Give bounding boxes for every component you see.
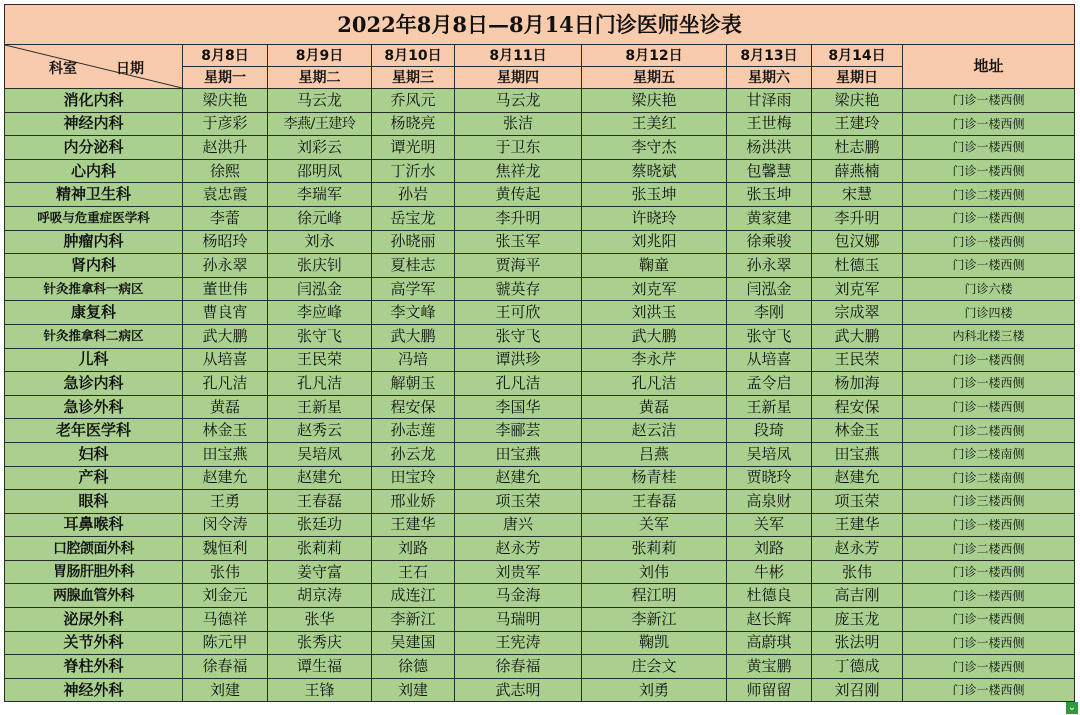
address-cell: 门诊一楼西侧 — [903, 560, 1075, 584]
table-row — [5, 537, 1075, 561]
address-cell: 门诊一楼西侧 — [903, 678, 1075, 702]
dept-cell: 针灸推拿科一病区 — [5, 277, 183, 301]
doctor-cell: 冯培 — [372, 348, 455, 372]
doctor-cell: 孙晓丽 — [372, 230, 455, 254]
doctor-cell: 陈元甲 — [183, 631, 268, 655]
dept-cell: 耳鼻喉科 — [5, 513, 183, 537]
header-address: 地址 — [903, 45, 1075, 89]
doctor-cell: 李永芹 — [582, 348, 727, 372]
doctor-cell: 马德祥 — [183, 608, 268, 632]
doctor-cell: 武志明 — [455, 678, 582, 702]
doctor-cell: 高蔚琪 — [727, 631, 812, 655]
dept-cell: 关节外科 — [5, 631, 183, 655]
doctor-cell: 刘克军 — [582, 277, 727, 301]
doctor-cell: 杨加海 — [812, 372, 903, 396]
doctor-cell: 许晓玲 — [582, 206, 727, 230]
doctor-cell: 牛彬 — [727, 560, 812, 584]
doctor-cell: 李郦芸 — [455, 419, 582, 443]
doctor-cell: 贾海平 — [455, 254, 582, 278]
doctor-cell: 赵永芳 — [812, 537, 903, 561]
doctor-cell: 曹良宵 — [183, 301, 268, 325]
table-row — [5, 372, 1075, 396]
dept-cell: 肾内科 — [5, 254, 183, 278]
doctor-cell: 王建华 — [812, 513, 903, 537]
doctor-cell: 刘贵军 — [455, 560, 582, 584]
address-cell: 门诊一楼西侧 — [903, 254, 1075, 278]
doctor-cell: 田宝玲 — [372, 466, 455, 490]
doctor-cell: 赵洪升 — [183, 136, 268, 160]
doctor-cell: 项玉荣 — [812, 490, 903, 514]
header-date: 8月14日 — [812, 45, 903, 67]
table-row — [5, 301, 1075, 325]
dept-cell: 神经外科 — [5, 678, 183, 702]
doctor-cell: 张守飞 — [268, 324, 372, 348]
dept-cell: 内分泌科 — [5, 136, 183, 160]
doctor-cell: 张法明 — [812, 631, 903, 655]
doctor-cell: 谭光明 — [372, 136, 455, 160]
table-row — [5, 419, 1075, 443]
dept-cell: 康复科 — [5, 301, 183, 325]
doctor-cell: 袁忠霞 — [183, 183, 268, 207]
doctor-cell: 张莉莉 — [268, 537, 372, 561]
doctor-cell: 王民荣 — [812, 348, 903, 372]
doctor-cell: 乔风元 — [372, 89, 455, 113]
address-cell: 门诊一楼西侧 — [903, 372, 1075, 396]
doctor-cell: 于彦彩 — [183, 112, 268, 136]
doctor-cell: 赵建允 — [455, 466, 582, 490]
address-cell: 门诊二楼西侧 — [903, 419, 1075, 443]
doctor-cell: 包馨慧 — [727, 159, 812, 183]
doctor-cell: 王春磊 — [582, 490, 727, 514]
address-cell: 门诊一楼西侧 — [903, 655, 1075, 679]
address-cell: 门诊一楼西侧 — [903, 136, 1075, 160]
doctor-cell: 赵建允 — [812, 466, 903, 490]
address-cell: 门诊一楼西侧 — [903, 348, 1075, 372]
doctor-cell: 王锋 — [268, 678, 372, 702]
dept-cell: 妇科 — [5, 442, 183, 466]
doctor-cell: 高学军 — [372, 277, 455, 301]
doctor-cell: 徐乘骏 — [727, 230, 812, 254]
address-cell: 门诊一楼西侧 — [903, 513, 1075, 537]
doctor-cell: 焦祥龙 — [455, 159, 582, 183]
doctor-cell: 王世梅 — [727, 112, 812, 136]
doctor-cell: 王建华 — [372, 513, 455, 537]
address-cell: 门诊六楼 — [903, 277, 1075, 301]
doctor-cell: 解朝玉 — [372, 372, 455, 396]
doctor-cell: 赵建允 — [183, 466, 268, 490]
table-row — [5, 89, 1075, 113]
doctor-cell: 李蕾 — [183, 206, 268, 230]
doctor-cell: 王新星 — [268, 395, 372, 419]
doctor-cell: 孔凡洁 — [183, 372, 268, 396]
address-cell: 门诊二楼南侧 — [903, 442, 1075, 466]
doctor-cell: 田宝燕 — [455, 442, 582, 466]
doctor-cell: 夏桂志 — [372, 254, 455, 278]
table-row — [5, 348, 1075, 372]
doctor-cell: 薛燕楠 — [812, 159, 903, 183]
header-date: 8月11日 — [455, 45, 582, 67]
doctor-cell: 宋慧 — [812, 183, 903, 207]
dept-cell: 消化内科 — [5, 89, 183, 113]
doctor-cell: 程安保 — [372, 395, 455, 419]
doctor-cell: 马云龙 — [455, 89, 582, 113]
doctor-cell: 李瑞军 — [268, 183, 372, 207]
header-weekday: 星期五 — [582, 67, 727, 89]
doctor-cell: 武大鹏 — [183, 324, 268, 348]
doctor-cell: 宗成翠 — [812, 301, 903, 325]
doctor-cell: 丁沂水 — [372, 159, 455, 183]
doctor-cell: 刘洪玉 — [582, 301, 727, 325]
schedule-table — [4, 4, 1075, 702]
address-cell: 门诊二楼西侧 — [903, 537, 1075, 561]
doctor-cell: 丁德成 — [812, 655, 903, 679]
doctor-cell: 武大鹏 — [372, 324, 455, 348]
doctor-cell: 刘路 — [372, 537, 455, 561]
table-row — [5, 466, 1075, 490]
dept-cell: 脊柱外科 — [5, 655, 183, 679]
doctor-cell: 杜德玉 — [812, 254, 903, 278]
doctor-cell: 吴培凤 — [727, 442, 812, 466]
doctor-cell: 张守飞 — [727, 324, 812, 348]
doctor-cell: 贾晓玲 — [727, 466, 812, 490]
doctor-cell: 黄传起 — [455, 183, 582, 207]
table-row — [5, 395, 1075, 419]
address-cell: 门诊二楼南侧 — [903, 466, 1075, 490]
dept-cell: 精神卫生科 — [5, 183, 183, 207]
doctor-cell: 关军 — [727, 513, 812, 537]
address-cell: 门诊一楼西侧 — [903, 608, 1075, 632]
doctor-cell: 孙永翠 — [183, 254, 268, 278]
doctor-cell: 从培喜 — [183, 348, 268, 372]
scroll-down-icon[interactable]: ⌄ — [1067, 702, 1077, 713]
corner-diagonal-line — [5, 45, 182, 88]
table-row — [5, 230, 1075, 254]
doctor-cell: 孙志莲 — [372, 419, 455, 443]
doctor-cell: 王宪涛 — [455, 631, 582, 655]
doctor-cell: 李新江 — [372, 608, 455, 632]
address-cell: 门诊一楼西侧 — [903, 89, 1075, 113]
doctor-cell: 徐春福 — [183, 655, 268, 679]
doctor-cell: 张莉莉 — [582, 537, 727, 561]
dept-cell: 心内科 — [5, 159, 183, 183]
doctor-cell: 张秀庆 — [268, 631, 372, 655]
doctor-cell: 张华 — [268, 608, 372, 632]
header-weekday: 星期四 — [455, 67, 582, 89]
doctor-cell: 张伟 — [183, 560, 268, 584]
doctor-cell: 段琦 — [727, 419, 812, 443]
table-row — [5, 183, 1075, 207]
doctor-cell: 胡京涛 — [268, 584, 372, 608]
doctor-cell: 张守飞 — [455, 324, 582, 348]
doctor-cell: 关军 — [582, 513, 727, 537]
doctor-cell: 师留留 — [727, 678, 812, 702]
doctor-cell: 甘泽雨 — [727, 89, 812, 113]
address-cell: 门诊一楼西侧 — [903, 584, 1075, 608]
table-row — [5, 490, 1075, 514]
doctor-cell: 程江明 — [582, 584, 727, 608]
address-cell: 门诊一楼西侧 — [903, 159, 1075, 183]
doctor-cell: 张洁 — [455, 112, 582, 136]
address-cell: 门诊四楼 — [903, 301, 1075, 325]
doctor-cell: 杜德良 — [727, 584, 812, 608]
dept-cell: 儿科 — [5, 348, 183, 372]
address-cell: 门诊三楼西侧 — [903, 490, 1075, 514]
header-date-label: 日期 — [116, 61, 144, 77]
doctor-cell: 杨昭玲 — [183, 230, 268, 254]
address-cell: 门诊一楼西侧 — [903, 395, 1075, 419]
doctor-cell: 姜守富 — [268, 560, 372, 584]
doctor-cell: 徐熙 — [183, 159, 268, 183]
header-dept-label: 科室 — [49, 61, 77, 77]
doctor-cell: 李新江 — [582, 608, 727, 632]
doctor-cell: 王春磊 — [268, 490, 372, 514]
doctor-cell: 魏恒利 — [183, 537, 268, 561]
doctor-cell: 李燕/王建玲 — [268, 112, 372, 136]
doctor-cell: 李应峰 — [268, 301, 372, 325]
table-row — [5, 324, 1075, 348]
header-date: 8月9日 — [268, 45, 372, 67]
doctor-cell: 马金海 — [455, 584, 582, 608]
doctor-cell: 赵长辉 — [727, 608, 812, 632]
header-weekday: 星期三 — [372, 67, 455, 89]
doctor-cell: 于卫东 — [455, 136, 582, 160]
doctor-cell: 刘勇 — [582, 678, 727, 702]
doctor-cell: 黄磊 — [183, 395, 268, 419]
doctor-cell: 赵秀云 — [268, 419, 372, 443]
dept-cell: 眼科 — [5, 490, 183, 514]
doctor-cell: 杨青桂 — [582, 466, 727, 490]
page-title: 2022年8月8日—8月14日门诊医师坐诊表 — [5, 5, 1075, 45]
doctor-cell: 高吉刚 — [812, 584, 903, 608]
doctor-cell: 李国华 — [455, 395, 582, 419]
dept-cell: 老年医学科 — [5, 419, 183, 443]
doctor-cell: 梁庆艳 — [582, 89, 727, 113]
doctor-cell: 孔凡洁 — [455, 372, 582, 396]
doctor-cell: 赵建允 — [268, 466, 372, 490]
doctor-cell: 王勇 — [183, 490, 268, 514]
table-row — [5, 254, 1075, 278]
doctor-cell: 唐兴 — [455, 513, 582, 537]
dept-cell: 肿瘤内科 — [5, 230, 183, 254]
doctor-cell: 刘建 — [372, 678, 455, 702]
doctor-cell: 徐元峰 — [268, 206, 372, 230]
doctor-cell: 孟令启 — [727, 372, 812, 396]
doctor-cell: 从培喜 — [727, 348, 812, 372]
dept-cell: 胃肠肝胆外科 — [5, 560, 183, 584]
doctor-cell: 吕燕 — [582, 442, 727, 466]
doctor-cell: 庄会文 — [582, 655, 727, 679]
doctor-cell: 蔡晓斌 — [582, 159, 727, 183]
header-weekday: 星期六 — [727, 67, 812, 89]
doctor-cell: 程安保 — [812, 395, 903, 419]
doctor-cell: 孔凡洁 — [582, 372, 727, 396]
table-row — [5, 206, 1075, 230]
doctor-cell: 林金玉 — [812, 419, 903, 443]
doctor-cell: 庞玉龙 — [812, 608, 903, 632]
doctor-cell: 吴培凤 — [268, 442, 372, 466]
doctor-cell: 张庆钊 — [268, 254, 372, 278]
doctor-cell: 张玉坤 — [582, 183, 727, 207]
doctor-cell: 邵明凤 — [268, 159, 372, 183]
dept-cell: 产科 — [5, 466, 183, 490]
doctor-cell: 赵云洁 — [582, 419, 727, 443]
table-row — [5, 584, 1075, 608]
doctor-cell: 李守杰 — [582, 136, 727, 160]
doctor-cell: 项玉荣 — [455, 490, 582, 514]
doctor-cell: 杜志鹏 — [812, 136, 903, 160]
doctor-cell: 马瑞明 — [455, 608, 582, 632]
header-corner-cell — [5, 45, 183, 89]
address-cell: 门诊一楼西侧 — [903, 112, 1075, 136]
header-weekday: 星期日 — [812, 67, 903, 89]
doctor-cell: 田宝燕 — [812, 442, 903, 466]
doctor-cell: 张伟 — [812, 560, 903, 584]
doctor-cell: 王可欣 — [455, 301, 582, 325]
doctor-cell: 林金玉 — [183, 419, 268, 443]
doctor-cell: 董世伟 — [183, 277, 268, 301]
doctor-cell: 张廷功 — [268, 513, 372, 537]
doctor-cell: 刘金元 — [183, 584, 268, 608]
table-row — [5, 608, 1075, 632]
doctor-cell: 李升明 — [455, 206, 582, 230]
doctor-cell: 高泉财 — [727, 490, 812, 514]
doctor-cell: 赵永芳 — [455, 537, 582, 561]
doctor-cell: 闫泓金 — [727, 277, 812, 301]
doctor-cell: 刘永 — [268, 230, 372, 254]
address-cell: 门诊一楼西侧 — [903, 230, 1075, 254]
doctor-cell: 孙永翠 — [727, 254, 812, 278]
table-row — [5, 631, 1075, 655]
doctor-cell: 谭洪珍 — [455, 348, 582, 372]
doctor-cell: 武大鹏 — [582, 324, 727, 348]
table-row — [5, 655, 1075, 679]
doctor-cell: 刘克军 — [812, 277, 903, 301]
dept-cell: 口腔颌面外科 — [5, 537, 183, 561]
table-row — [5, 136, 1075, 160]
address-cell: 内科北楼三楼 — [903, 324, 1075, 348]
doctor-cell: 刘召刚 — [812, 678, 903, 702]
table-row — [5, 112, 1075, 136]
doctor-cell: 王新星 — [727, 395, 812, 419]
doctor-cell: 包汉娜 — [812, 230, 903, 254]
address-cell: 门诊二楼西侧 — [903, 183, 1075, 207]
table-row — [5, 560, 1075, 584]
doctor-cell: 李升明 — [812, 206, 903, 230]
doctor-cell: 孙云龙 — [372, 442, 455, 466]
doctor-cell: 李文峰 — [372, 301, 455, 325]
doctor-cell: 岳宝龙 — [372, 206, 455, 230]
header-date: 8月12日 — [582, 45, 727, 67]
doctor-cell: 鞠凯 — [582, 631, 727, 655]
header-weekday: 星期一 — [183, 67, 268, 89]
dept-cell: 神经内科 — [5, 112, 183, 136]
doctor-cell: 王民荣 — [268, 348, 372, 372]
dept-cell: 针灸推拿科二病区 — [5, 324, 183, 348]
doctor-cell: 刘兆阳 — [582, 230, 727, 254]
doctor-cell: 徐春福 — [455, 655, 582, 679]
doctor-cell: 刘建 — [183, 678, 268, 702]
doctor-cell: 虢英存 — [455, 277, 582, 301]
dept-cell: 泌尿外科 — [5, 608, 183, 632]
doctor-cell: 黄磊 — [582, 395, 727, 419]
doctor-cell: 张玉坤 — [727, 183, 812, 207]
table-row — [5, 442, 1075, 466]
address-cell: 门诊一楼西侧 — [903, 206, 1075, 230]
doctor-cell: 鞠童 — [582, 254, 727, 278]
doctor-cell: 刘路 — [727, 537, 812, 561]
doctor-cell: 成连江 — [372, 584, 455, 608]
doctor-cell: 杨洪洪 — [727, 136, 812, 160]
doctor-cell: 黄宝鹏 — [727, 655, 812, 679]
doctor-cell: 梁庆艳 — [812, 89, 903, 113]
header-date: 8月13日 — [727, 45, 812, 67]
table-row — [5, 159, 1075, 183]
header-date: 8月10日 — [372, 45, 455, 67]
doctor-cell: 孙岩 — [372, 183, 455, 207]
header-date: 8月8日 — [183, 45, 268, 67]
dept-cell: 呼吸与危重症医学科 — [5, 206, 183, 230]
doctor-cell: 黄家建 — [727, 206, 812, 230]
header-weekday: 星期二 — [268, 67, 372, 89]
doctor-cell: 田宝燕 — [183, 442, 268, 466]
doctor-cell: 王美红 — [582, 112, 727, 136]
doctor-cell: 武大鹏 — [812, 324, 903, 348]
address-cell: 门诊一楼西侧 — [903, 631, 1075, 655]
doctor-cell: 张玉军 — [455, 230, 582, 254]
table-row — [5, 513, 1075, 537]
doctor-cell: 吴建国 — [372, 631, 455, 655]
doctor-cell: 刘伟 — [582, 560, 727, 584]
dept-cell: 急诊外科 — [5, 395, 183, 419]
dept-cell: 急诊内科 — [5, 372, 183, 396]
doctor-cell: 李刚 — [727, 301, 812, 325]
doctor-cell: 邢业娇 — [372, 490, 455, 514]
doctor-cell: 王建玲 — [812, 112, 903, 136]
doctor-cell: 闵令涛 — [183, 513, 268, 537]
doctor-cell: 梁庆艳 — [183, 89, 268, 113]
doctor-cell: 闫泓金 — [268, 277, 372, 301]
table-row — [5, 678, 1075, 702]
table-row — [5, 277, 1075, 301]
doctor-cell: 孔凡洁 — [268, 372, 372, 396]
doctor-cell: 徐德 — [372, 655, 455, 679]
doctor-cell: 刘彩云 — [268, 136, 372, 160]
doctor-cell: 马云龙 — [268, 89, 372, 113]
doctor-cell: 杨晓亮 — [372, 112, 455, 136]
dept-cell: 两腺血管外科 — [5, 584, 183, 608]
doctor-cell: 谭生福 — [268, 655, 372, 679]
doctor-cell: 王石 — [372, 560, 455, 584]
